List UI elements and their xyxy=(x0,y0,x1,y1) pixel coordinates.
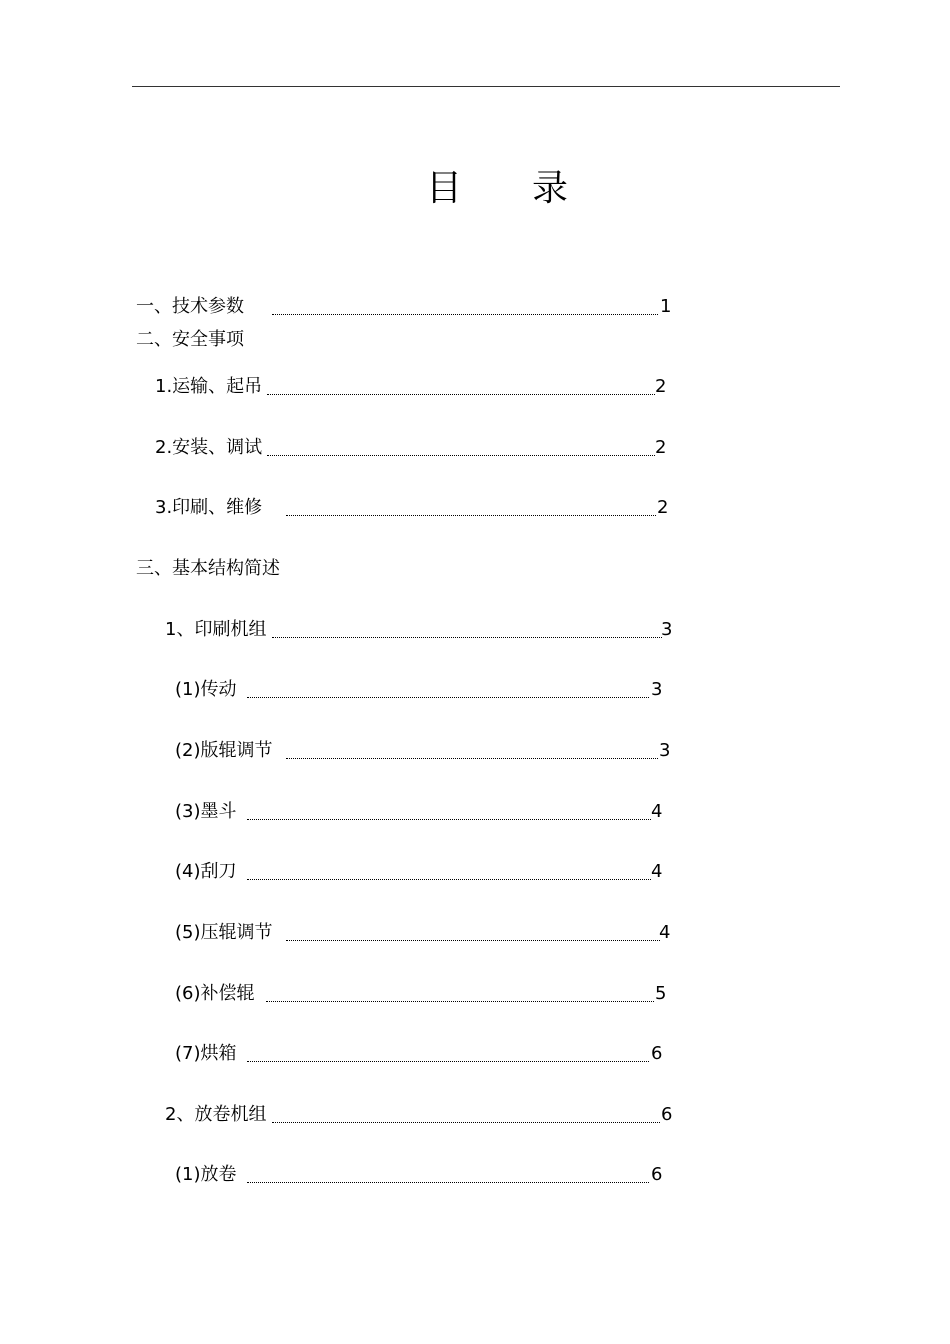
toc-leader xyxy=(286,745,658,759)
toc-leader xyxy=(267,381,655,395)
toc-leader xyxy=(286,502,656,516)
toc-entry-page: 6 xyxy=(661,1104,673,1125)
toc-entry[interactable] xyxy=(155,496,675,520)
toc-leader xyxy=(286,927,660,941)
toc-entry-page: 4 xyxy=(659,922,671,943)
toc-entry-label: (2)版辊调节 xyxy=(175,740,273,761)
title-char-1: 目 xyxy=(425,168,462,209)
toc-entry[interactable] xyxy=(175,982,675,1006)
toc-entry[interactable] xyxy=(175,1163,675,1187)
toc-entry-label: 1、印刷机组 xyxy=(165,619,267,640)
header-rule xyxy=(132,86,840,87)
toc-entry-label: (5)压辊调节 xyxy=(175,922,273,943)
toc-entry[interactable] xyxy=(155,436,675,460)
toc-entry-label: (6)补偿辊 xyxy=(175,983,255,1004)
toc-leader xyxy=(247,806,651,820)
toc-entry-label: 三、基本结构简述 xyxy=(136,558,280,579)
toc-entry[interactable] xyxy=(136,295,676,319)
toc-entry[interactable] xyxy=(136,328,436,352)
toc-leader xyxy=(247,866,651,880)
toc-entry[interactable] xyxy=(175,800,675,824)
toc-entry[interactable] xyxy=(165,618,685,642)
toc-entry[interactable] xyxy=(136,557,436,581)
toc-entry-label: (1)传动 xyxy=(175,679,237,700)
page-title xyxy=(0,160,950,211)
toc-entry[interactable] xyxy=(155,375,675,399)
toc-entry-label: 2、放卷机组 xyxy=(165,1104,267,1125)
toc-entry-page: 5 xyxy=(655,983,667,1004)
toc-leader xyxy=(267,442,655,456)
toc-leader xyxy=(272,301,658,315)
toc-entry-page: 4 xyxy=(651,861,663,882)
toc-entry[interactable] xyxy=(175,921,675,945)
title-char-2: 录 xyxy=(532,168,569,209)
toc-leader xyxy=(272,624,662,638)
toc-entry-label: 3.印刷、维修 xyxy=(155,497,263,518)
toc-entry-page: 3 xyxy=(661,619,673,640)
toc-entry-label: 2.安装、调试 xyxy=(155,437,263,458)
toc-entry-page: 2 xyxy=(655,437,667,458)
toc-entry-label: (3)墨斗 xyxy=(175,801,237,822)
toc-entry-page: 6 xyxy=(651,1164,663,1185)
toc-entry[interactable] xyxy=(175,1042,675,1066)
toc-entry-label: (4)刮刀 xyxy=(175,861,237,882)
toc-entry-page: 2 xyxy=(655,376,667,397)
toc-entry-page: 1 xyxy=(660,296,672,317)
toc-entry-page: 3 xyxy=(651,679,663,700)
toc-entry[interactable] xyxy=(165,1103,685,1127)
toc-entry-page: 2 xyxy=(657,497,669,518)
toc-entry[interactable] xyxy=(175,860,675,884)
toc-leader xyxy=(266,988,654,1002)
toc-entry-label: (7)烘箱 xyxy=(175,1043,237,1064)
toc-leader xyxy=(247,1169,649,1183)
toc-leader xyxy=(272,1109,660,1123)
toc-leader xyxy=(247,684,649,698)
toc-entry-page: 6 xyxy=(651,1043,663,1064)
toc-entry[interactable] xyxy=(175,678,675,702)
toc-entry[interactable] xyxy=(175,739,675,763)
toc-entry-label: 二、安全事项 xyxy=(136,329,244,350)
toc-entry-label: 一、技术参数 xyxy=(136,296,244,317)
toc-entry-label: 1.运输、起吊 xyxy=(155,376,263,397)
toc-entry-label: (1)放卷 xyxy=(175,1164,237,1185)
toc-entry-page: 4 xyxy=(651,801,663,822)
toc-entry-page: 3 xyxy=(659,740,671,761)
toc-leader xyxy=(247,1048,649,1062)
